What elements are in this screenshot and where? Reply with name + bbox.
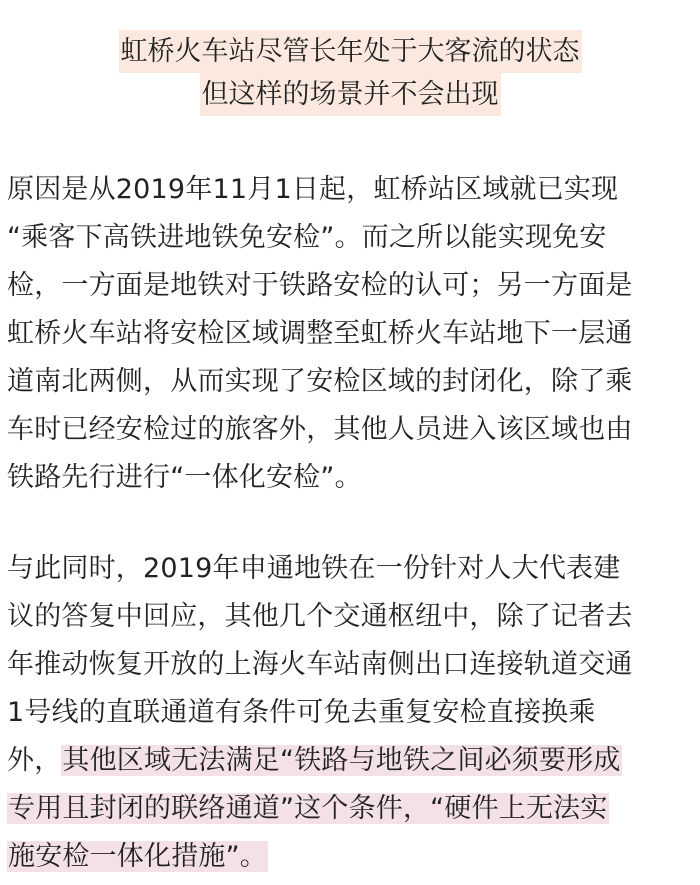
headline-line-1: 虹桥火车站尽管长年处于大客流的状态	[119, 30, 582, 73]
paragraph-2-line-5	[7, 737, 699, 785]
paragraph-2-line: 与此同时，2019年申通地铁在一份针对人大代表建	[7, 553, 621, 584]
paragraph-1-line: 道南北两侧，从而实现了安检区域的封闭化，除了乘	[7, 366, 633, 397]
paragraph-1-line: 铁路先行进行“一体化安检”。	[7, 462, 362, 493]
paragraph-1-line: 车时已经安检过的旅客外，其他人员进入该区域也由	[7, 414, 633, 445]
paragraph-2-line: 议的答复中回应，其他几个交通枢纽中，除了记者去	[7, 601, 633, 632]
highlighted-quote: 其他区域无法满足“铁路与地铁之间必须要形成	[62, 745, 621, 776]
paragraph-2	[7, 545, 699, 881]
paragraph-1-line: “乘客下高铁进地铁免安检”。而之所以能实现免安	[7, 222, 607, 253]
paragraph-1-line: 检，一方面是地铁对于铁路安检的认可；另一方面是	[7, 270, 633, 301]
paragraph-1	[7, 166, 699, 502]
highlighted-quote: 施安检一体化措施”。	[8, 841, 267, 872]
headline	[0, 30, 700, 116]
paragraph-1-line: 原因是从2019年11月1日起，虹桥站区域就已实现	[7, 174, 619, 205]
highlighted-quote: 专用且封闭的联络通道”这个条件，“硬件上无法实	[8, 793, 608, 824]
paragraph-2-line: 1号线的直联通道有条件可免去重复安检直接换乘	[7, 697, 596, 728]
paragraph-2-line-7	[7, 833, 699, 881]
paragraph-1-line: 虹桥火车站将安检区域调整至虹桥火车站地下一层通	[7, 318, 633, 349]
paragraph-2-line-6	[7, 785, 699, 833]
paragraph-2-line: 年推动恢复开放的上海火车站南侧出口连接轨道交通	[7, 649, 633, 680]
paragraph-2-line-5-plain: 外，	[7, 745, 62, 776]
headline-line-2: 但这样的场景并不会出现	[200, 73, 501, 116]
